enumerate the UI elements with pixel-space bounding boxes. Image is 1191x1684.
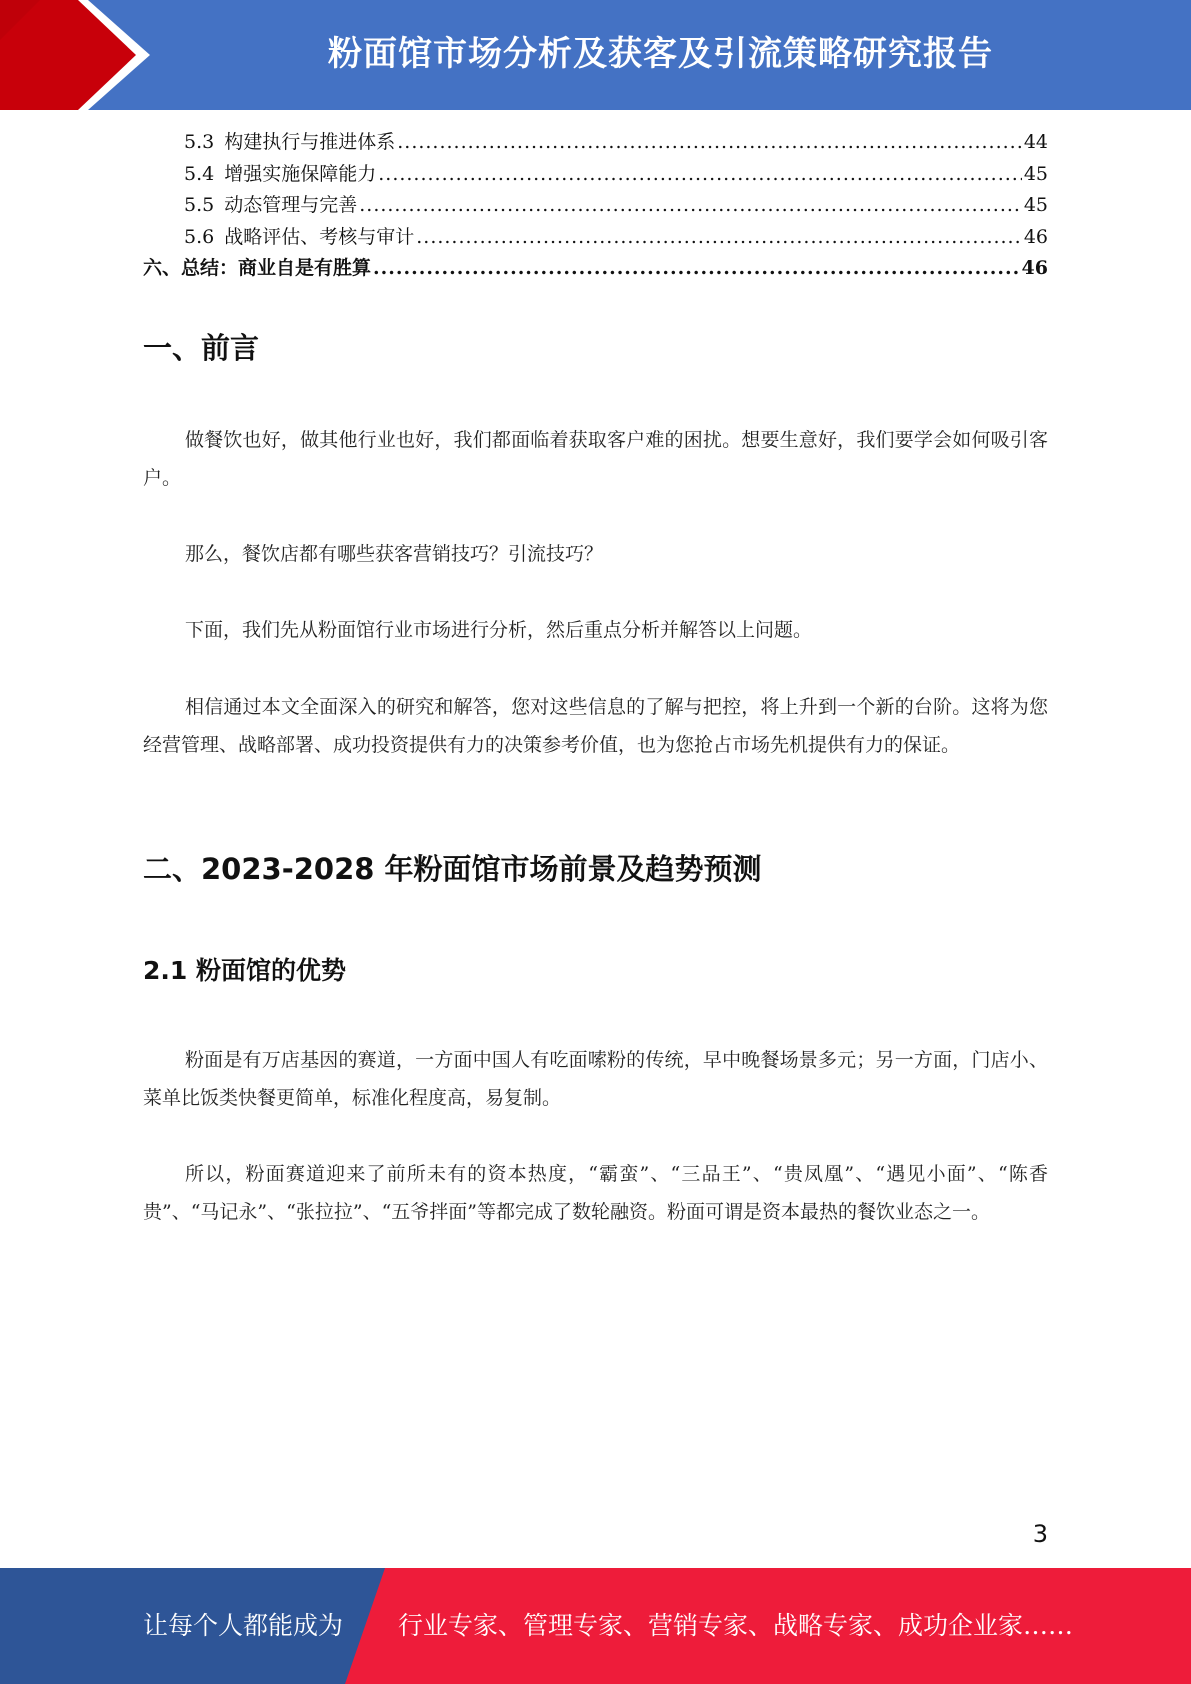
page-footer (0, 1568, 1191, 1684)
toc-entry-page: 45 (1023, 194, 1048, 216)
toc-entry-page: 44 (1023, 131, 1048, 153)
subsection-heading-advantages: 2.1 粉面馆的优势 (143, 956, 346, 985)
toc-entry-label: 构建执行与推进体系 (224, 131, 396, 153)
toc-entry-label: 六、总结：商业自是有胜算 (143, 257, 372, 279)
table-of-contents (143, 127, 1048, 285)
toc-entry[interactable] (143, 159, 1048, 191)
toc-leader-dots (397, 127, 1022, 159)
paragraph: 所以，粉面赛道迎来了前所未有的资本热度，“霸蛮”、“三品王”、“贵凤凰”、“遇见小面”、“陈香贵”、“马记永”、“张拉拉”、“五爷拌面”等都完成了数轮融资。粉面可谓是资本最热的餐饮业态之一。 (143, 1163, 1048, 1223)
toc-leader-dots (373, 253, 1020, 285)
toc-entry-page: 46 (1023, 225, 1048, 248)
report-title: 粉面馆市场分析及获客及引流策略研究报告 (328, 34, 993, 74)
toc-entry[interactable] (143, 222, 1048, 254)
toc-entry-number: 5.5 (184, 194, 215, 216)
page-header (0, 0, 1191, 110)
toc-leader-dots (378, 159, 1022, 191)
page-number: 3 (1032, 1520, 1048, 1548)
paragraph: 做餐饮也好，做其他行业也好，我们都面临着获取客户难的困扰。想要生意好，我们要学会如何吸引客户。 (143, 429, 1048, 489)
paragraph: 下面，我们先从粉面馆行业市场进行分析，然后重点分析并解答以上问题。 (185, 619, 813, 641)
toc-entry[interactable] (143, 127, 1048, 159)
paragraph: 那么，餐饮店都有哪些获客营销技巧？引流技巧？ (185, 543, 604, 565)
paragraph: 相信通过本文全面深入的研究和解答，您对这些信息的了解与把控，将上升到一个新的台阶。这将为您经营管理、战略部署、成功投资提供有力的决策参考价值，也为您抢占市场先机提供有力的保证。 (143, 696, 1048, 756)
toc-leader-dots (416, 222, 1022, 254)
toc-entry-number: 5.6 (184, 225, 215, 248)
toc-entry[interactable] (143, 190, 1048, 222)
toc-entry-label: 动态管理与完善 (224, 194, 358, 216)
header-arrow-decoration (0, 0, 150, 110)
section-heading-market-outlook: 二、2023-2028 年粉面馆市场前景及趋势预测 (143, 852, 762, 886)
toc-entry-label: 增强实施保障能力 (224, 162, 377, 185)
toc-entry-label: 战略评估、考核与审计 (224, 225, 415, 248)
section-heading-preface: 一、前言 (143, 331, 260, 365)
toc-leader-dots (359, 190, 1022, 222)
toc-entry-number: 5.4 (184, 162, 215, 185)
footer-slogan-right: 行业专家、管理专家、营销专家、战略专家、成功企业家…… (398, 1611, 1074, 1640)
toc-entry-number: 5.3 (184, 131, 215, 153)
paragraph: 粉面是有万店基因的赛道，一方面中国人有吃面嗦粉的传统，早中晚餐场景多元；另一方面，门店小、菜单比饭类快餐更简单，标准化程度高，易复制。 (143, 1049, 1048, 1109)
footer-slogan-left: 让每个人都能成为 (143, 1611, 344, 1640)
toc-entry-page: 45 (1023, 162, 1048, 185)
toc-entry[interactable] (143, 253, 1048, 285)
toc-entry-page: 46 (1021, 257, 1048, 279)
